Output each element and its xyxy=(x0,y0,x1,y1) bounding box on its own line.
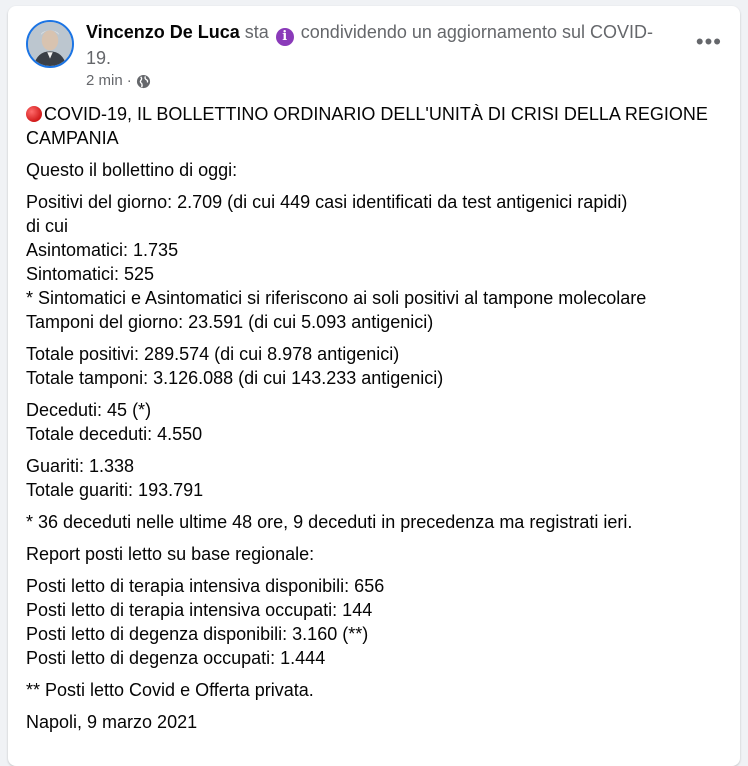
beds-block xyxy=(26,574,716,670)
post-card xyxy=(8,6,740,766)
beds-note-block xyxy=(26,678,716,702)
avatar-image xyxy=(28,22,72,66)
meta-separator: · xyxy=(126,72,132,89)
red-circle-icon xyxy=(26,106,42,122)
degenza-occupati: Posti letto di degenza occupati: 1.444 xyxy=(26,648,326,668)
report-title-block xyxy=(26,542,716,566)
tamponi-giorno: Tamponi del giorno: 23.591 (di cui 5.093 antigenici) xyxy=(26,312,434,332)
totale-tamponi: Totale tamponi: 3.126.088 (di cui 143.233 antigenici) xyxy=(26,368,444,388)
di-cui: di cui xyxy=(26,216,69,236)
globe-icon[interactable] xyxy=(136,74,151,89)
action-prefix: sta xyxy=(244,22,269,42)
date-block xyxy=(26,710,716,734)
post-title xyxy=(26,102,716,150)
totale-deceduti: Totale deceduti: 4.550 xyxy=(26,424,203,444)
nota-sintomatici: * Sintomatici e Asintomatici si riferiscono ai soli positivi al tampone molecolare xyxy=(26,288,647,308)
deceduti: Deceduti: 45 (*) xyxy=(26,400,152,420)
ti-disponibili: Posti letto di terapia intensiva disponibili: 656 xyxy=(26,576,385,596)
intro-block xyxy=(26,158,716,182)
avatar[interactable] xyxy=(26,20,74,68)
post-title-text: COVID-19, IL BOLLETTINO ORDINARIO DELL'UNITÀ DI CRISI DELLA REGIONE CAMPANIA xyxy=(26,104,708,148)
sintomatici: Sintomatici: 525 xyxy=(26,264,155,284)
daily-block xyxy=(26,190,716,334)
more-options-button[interactable]: ••• xyxy=(695,29,722,54)
info-icon: i xyxy=(276,28,294,46)
totale-positivi: Totale positivi: 289.574 (di cui 8.978 antigenici) xyxy=(26,344,400,364)
totale-guariti: Totale guariti: 193.791 xyxy=(26,480,204,500)
ti-occupati: Posti letto di terapia intensiva occupati: 144 xyxy=(26,600,373,620)
post-body xyxy=(26,102,716,742)
totals-block xyxy=(26,342,716,390)
data-luogo: Napoli, 9 marzo 2021 xyxy=(26,712,198,732)
post-title-block xyxy=(26,102,716,150)
post-meta xyxy=(86,71,151,91)
nota-posti: ** Posti letto Covid e Offerta privata. xyxy=(26,680,314,700)
report-title: Report posti letto su base regionale: xyxy=(26,544,315,564)
author-name[interactable]: Vincenzo De Luca xyxy=(86,22,240,42)
deaths-block xyxy=(26,398,716,446)
intro-text: Questo il bollettino di oggi: xyxy=(26,160,238,180)
positivi-giorno: Positivi del giorno: 2.709 (di cui 449 casi identificati da test antigenici rapidi) xyxy=(26,192,628,212)
action-text: condividendo un aggiornamento sul COVID-19. xyxy=(86,22,653,68)
deaths-note-block xyxy=(26,510,716,534)
recovered-block xyxy=(26,454,716,502)
post-header xyxy=(86,20,676,70)
guariti: Guariti: 1.338 xyxy=(26,456,135,476)
asintomatici: Asintomatici: 1.735 xyxy=(26,240,179,260)
post-time[interactable]: 2 min xyxy=(86,72,123,89)
degenza-disponibili: Posti letto di degenza disponibili: 3.160 (**) xyxy=(26,624,369,644)
nota-deceduti: * 36 deceduti nelle ultime 48 ore, 9 deceduti in precedenza ma registrati ieri. xyxy=(26,512,633,532)
